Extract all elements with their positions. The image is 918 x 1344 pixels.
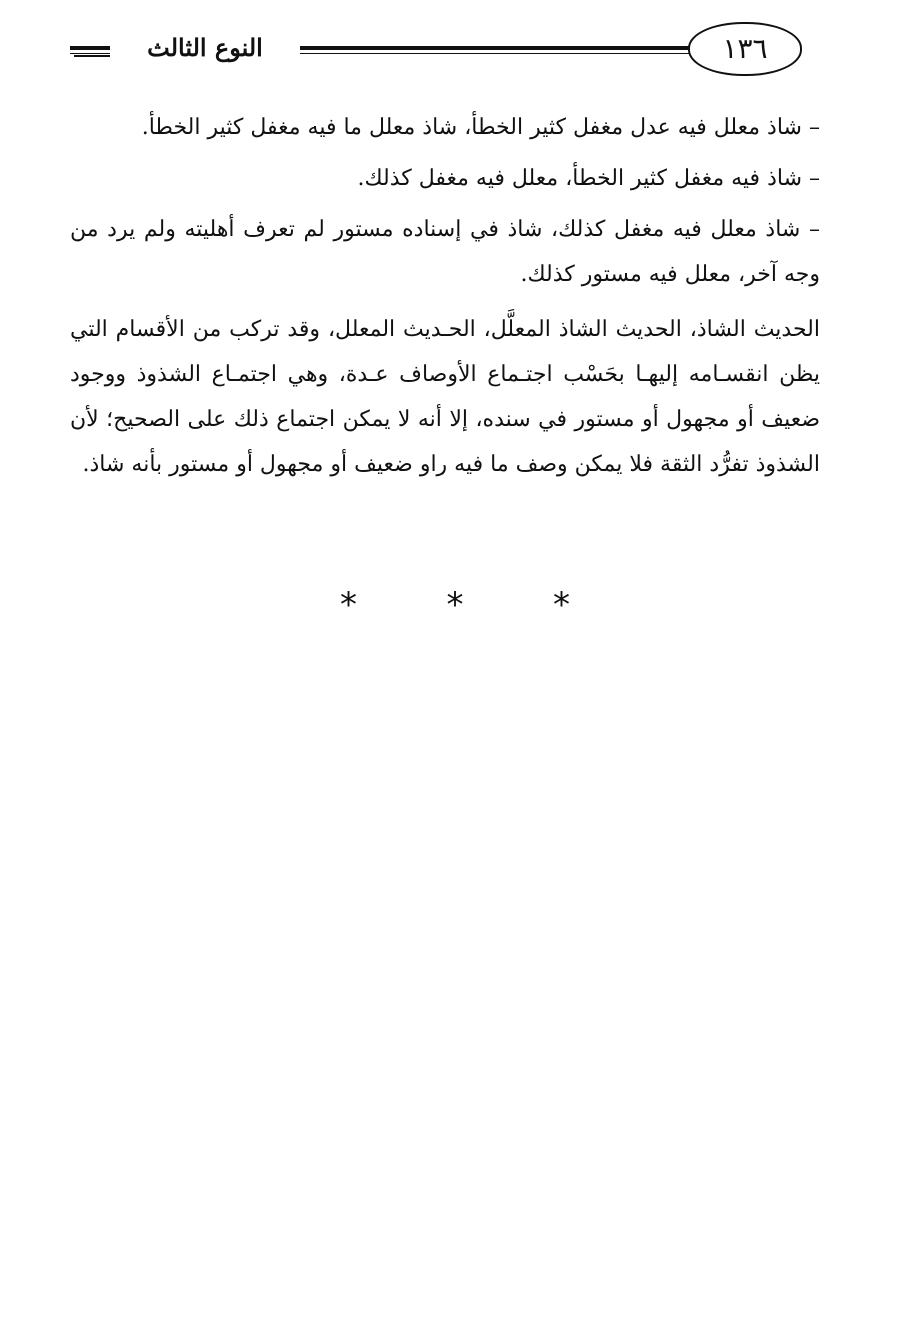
bullet-line: – شاذ معلل فيه عدل مغفل كثير الخطأ، شاذ معلل ما فيه مغفل كثير الخطأ. <box>141 115 820 140</box>
section-separator <box>340 585 570 625</box>
separator-star: * <box>446 585 464 625</box>
page-number: ١٣٦ <box>688 22 802 76</box>
page-header <box>70 22 820 78</box>
separator-star: * <box>340 585 357 625</box>
bullet-line: – شاذ معلل فيه مغفل كذلك، شاذ في إسناده مستور لم تعرف أهليته ولم يرد من وجه آخر، معلل فيه مستور كذلك. <box>70 217 820 287</box>
header-rule-left-stub <box>74 46 110 57</box>
separator-star: * <box>553 585 570 625</box>
body-paragraph: الحديث الشاذ، الحديث الشاذ المعلَّل، الحـديث المعلل، وقد تركب من الأقسام التي يظن انقسـامه إليهـا بحَسْب اجتـماع الأوصاف عـدة، وهي اجتمـاع الشذوذ ووجود ضعيف أو مجهول أو مستور في سنده، إلا أنه لا يمكن اجتماع ذلك على الصحيح؛ لأن الشذوذ تفرُّد الثقة فلا يمكن وصف ما فيه راو ضعيف أو مجهول أو مستور بأنه شاذ. <box>70 317 820 477</box>
running-title: النوع الثالث <box>110 32 300 64</box>
bullet-line: – شاذ فيه مغفل كثير الخطأ، معلل فيه مغفل كذلك. <box>357 166 820 191</box>
page-body <box>70 105 820 487</box>
